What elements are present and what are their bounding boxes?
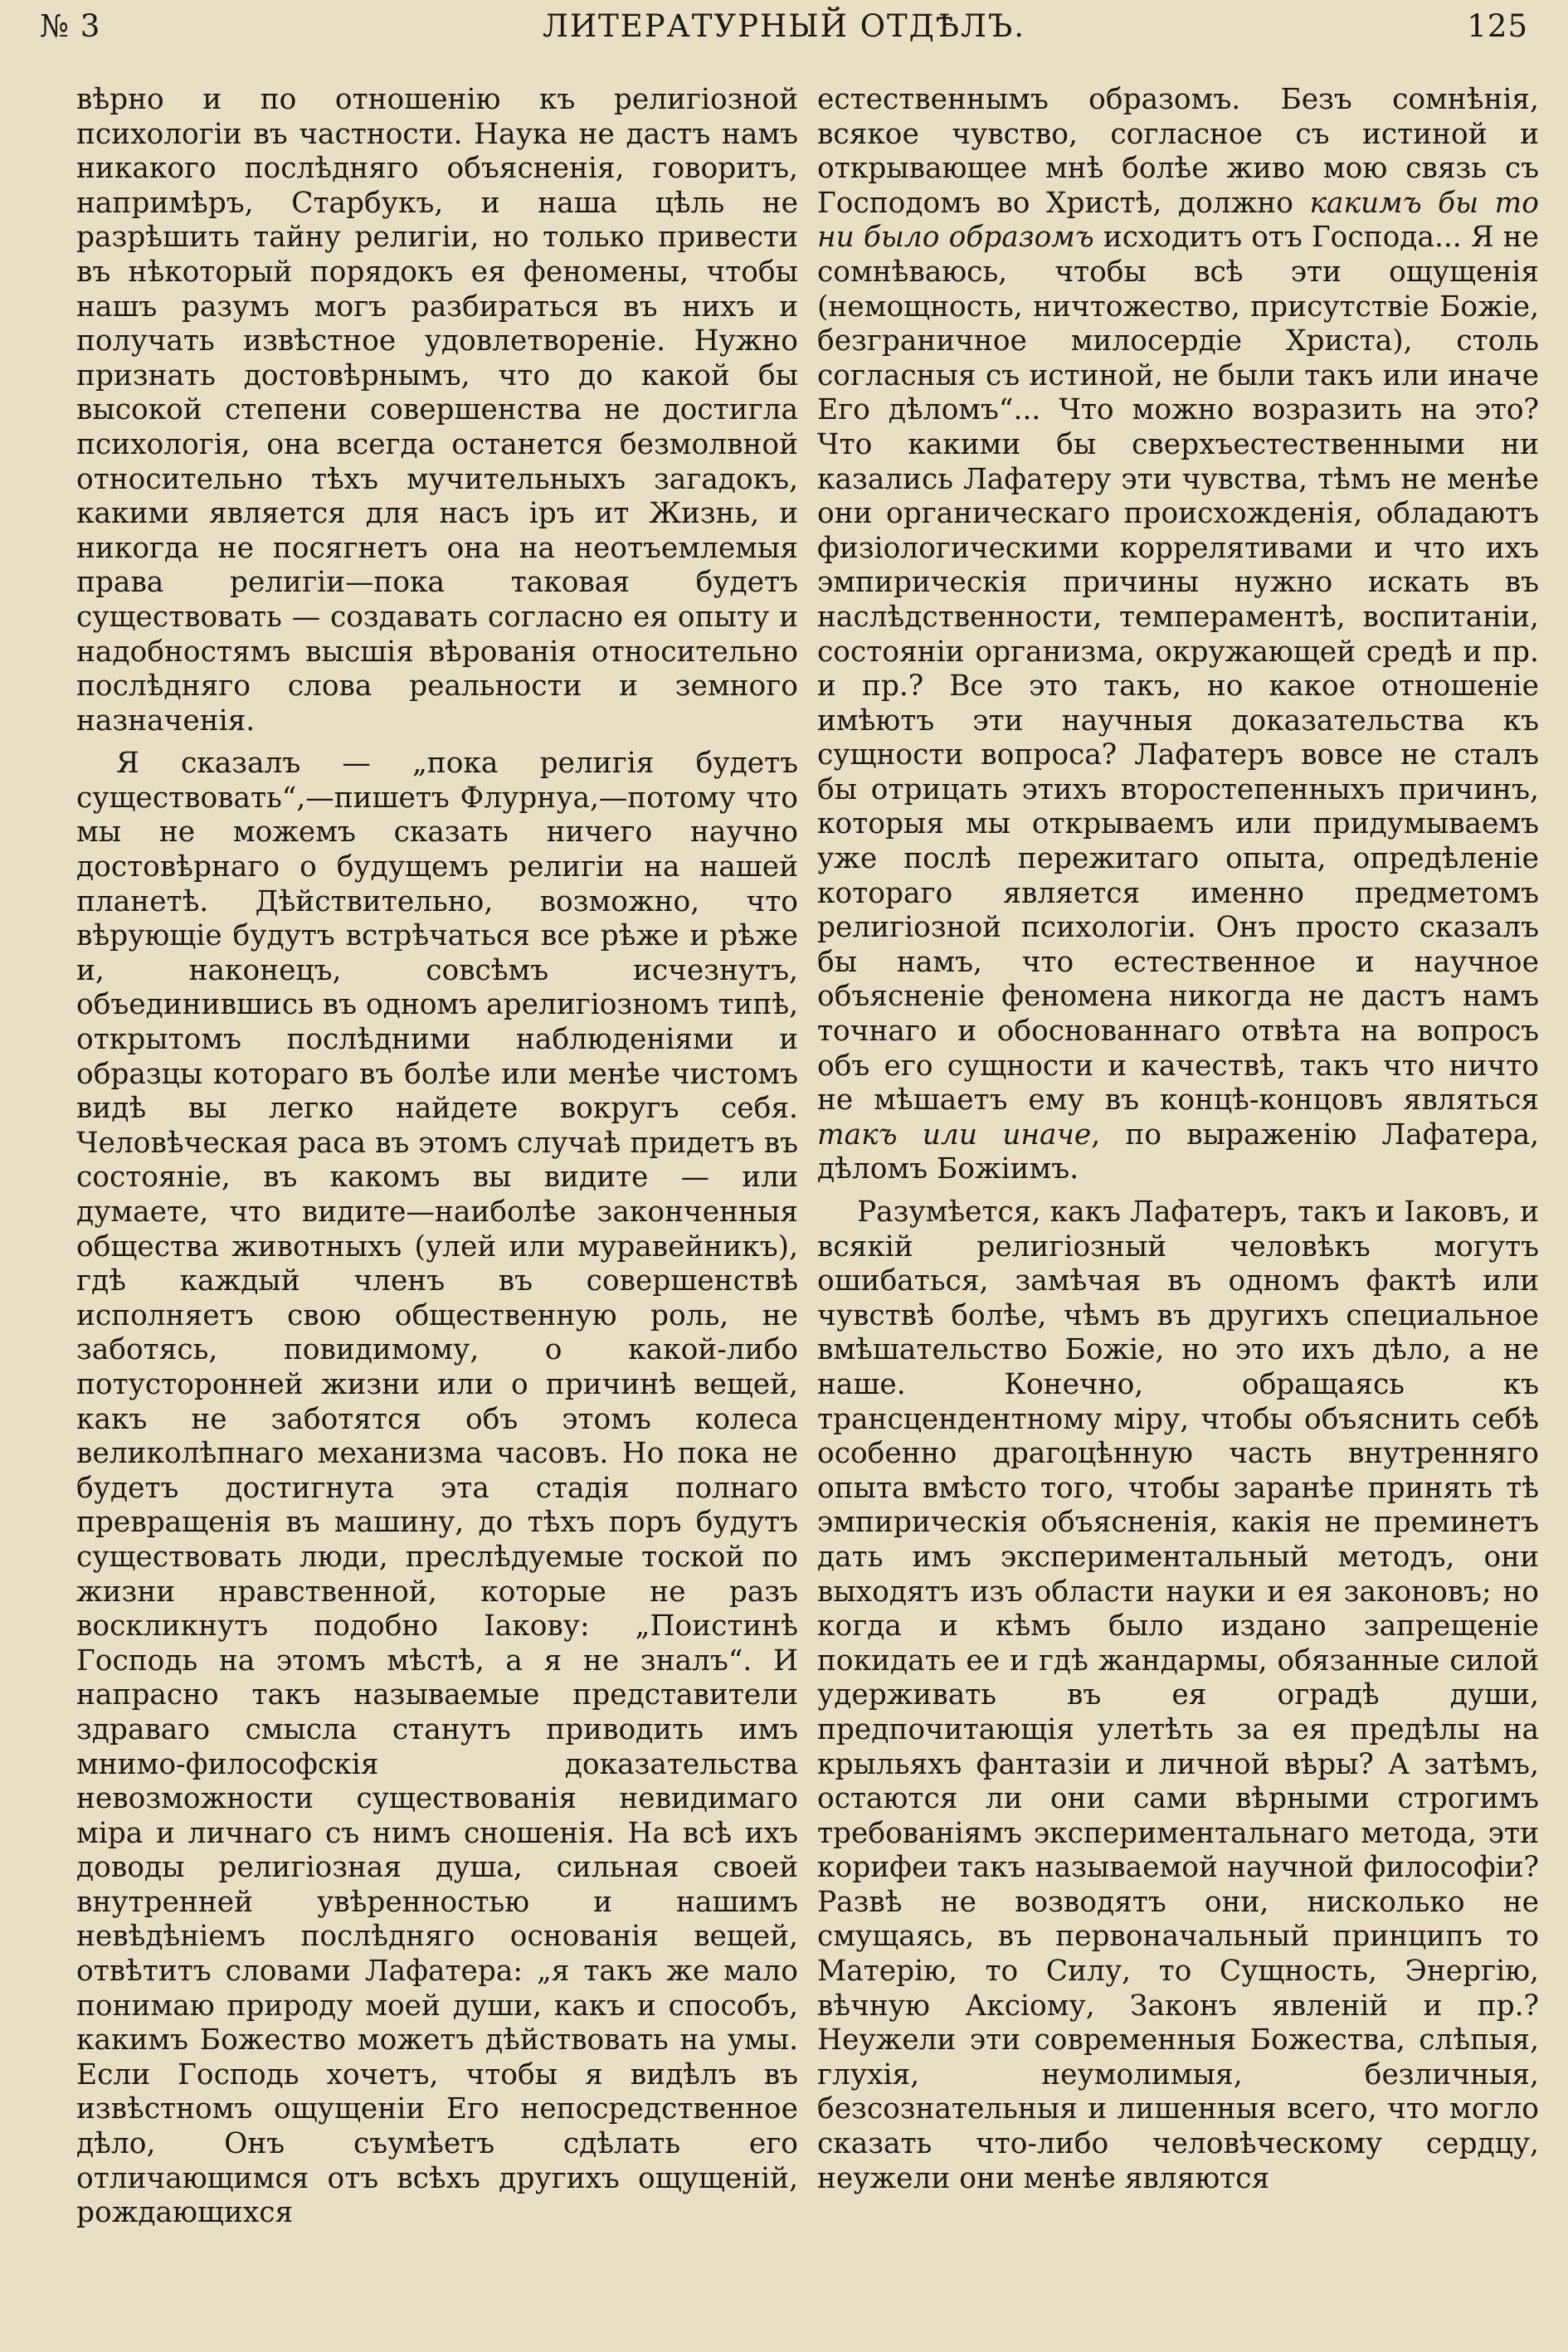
text-run: исходитъ отъ Господа... Я не сомнѣваюсь, чтобы всѣ эти ощущенія (немощность, ничтожество, присутствіе Божіе, безграничное милосердіе Христа), столь согласныя съ истиной, не были такъ или иначе Его дѣломъ“... Что можно возразить на это? Что какими бы сверхъестественными ни казались Лафатеру эти чувства, тѣмъ не менѣе они органическаго происхожденія, обладаютъ физіологическими коррелятивами и что ихъ эмпирическія причины нужно искать въ наслѣдственности, темпераментѣ, воспитаніи, состояніи организма, окружающей средѣ и пр. и пр.? Все это такъ, но какое отношеніе имѣютъ эти научныя доказательства къ сущности вопроса? Лафатеръ вовсе не сталъ бы отрицать этихъ второстепенныхъ причинъ, которыя мы открываемъ или придумываемъ уже послѣ пережитаго опыта, опредѣленіе котораго является именно предметомъ религіозной психологіи. Онъ просто сказалъ бы намъ, что естественное и научное объясненіе феномена никогда не дастъ намъ точнаго и обоснованнаго отвѣта на вопросъ объ его сущности и качествѣ, такъ что ничто не мѣшаетъ ему въ концѣ-концовъ являться: [817, 221, 1539, 1118]
italic-phrase: какимъ бы то ни было образомъ: [817, 186, 1539, 255]
paragraph: вѣрно и по отношенію къ религіозной психологіи въ частности. Наука не дастъ намъ никакого послѣдняго объясненія, говоритъ, напримѣръ, Старбукъ, и наша цѣль не разрѣшить тайну религіи, но только привести въ нѣкоторый порядокъ ея феномены, чтобы нашъ разумъ могъ разбираться въ нихъ и получать извѣстное удовлетвореніе. Нужно признать достовѣрнымъ, что до какой бы высокой степени совершенства не достигла психологія, она всегда останется безмолвной относительно тѣхъ мучительныхъ загадокъ, какими является для насъ іръ ит Жизнь, и никогда не посягнетъ она на неотъемлемыя права религіи—пока таковая будетъ существовать — создавать согласно ея опыту и надобностямъ высшія вѣрованія относительно послѣдняго слова реальности и земного назначенія.: [76, 83, 798, 738]
text-run: , по выраженію Лафатера, дѣломъ Божіимъ.: [817, 1118, 1539, 1186]
paragraph: Я сказалъ — „пока религія будетъ существовать“,—пишетъ Флурнуа,—потому что мы не можемъ сказать ничего научно достовѣрнаго о будущемъ религіи на нашей планетѣ. Дѣйствительно, возможно, что вѣрующіе будутъ встрѣчаться все рѣже и рѣже и, наконецъ, совсѣмъ исчезнутъ, объединившись въ одномъ арелигіозномъ типѣ, открытомъ послѣдними наблюденіями и образцы котораго въ болѣе или менѣе чистомъ видѣ вы легко найдете вокругъ себя. Человѣческая раса въ этомъ случаѣ придетъ въ состояніе, въ какомъ вы видите — или думаете, что видите—наиболѣе законченныя общества животныхъ (улей или муравейникъ), гдѣ каждый членъ въ совершенствѣ исполняетъ свою общественную роль, не заботясь, повидимому, о какой-либо потусторонней жизни или о причинѣ вещей, какъ не заботятся объ этомъ колеса великолѣпнаго механизма часовъ. Но пока не будетъ достигнута эта стадія полнаго превращенія въ машину, до тѣхъ поръ будутъ существовать люди, преслѣдуемые тоской по жизни нравственной, которые не разъ воскликнутъ подобно Іакову: „Поистинѣ Господь на этомъ мѣстѣ, а я не зналъ“. И напрасно такъ называемые представители здраваго смысла станутъ приводить имъ мнимо-философскія доказательства невозможности существованія невидимаго міра и личнаго съ нимъ сношенія. На всѣ ихъ доводы религіозная душа, сильная своей внутренней увѣренностью и нашимъ невѣдѣніемъ послѣдняго основанія вещей, отвѣтитъ словами Лафатера: „я такъ же мало понимаю природу моей души, какъ и способъ, какимъ Божество можетъ дѣйствовать на умы. Если Господь хочетъ, чтобы я видѣлъ въ извѣстномъ ощущеніи Его непосредственное дѣло, Онъ съумѣетъ сдѣлать его отличающимся отъ всѣхъ другихъ ощущеній, рождающихся: [76, 747, 798, 2230]
paragraph: Разумѣется, какъ Лафатеръ, такъ и Іаковъ, и всякій религіозный человѣкъ могутъ ошибаться, замѣчая въ одномъ фактѣ или чувствѣ болѣе, чѣмъ въ другихъ специальное вмѣшательство Божіе, но это ихъ дѣло, а не наше. Конечно, обращаясь къ трансцендентному міру, чтобы объяснить себѣ особенно драгоцѣнную часть внутренняго опыта вмѣсто того, чтобы заранѣе принять тѣ эмпирическія объясненія, какія не преминетъ дать имъ экспериментальный методъ, они выходятъ изъ области науки и ея законовъ; но когда и кѣмъ было издано запрещеніе покидать ее и гдѣ жандармы, обязанные силой удерживать въ ея оградѣ души, предпочитающія улетѣть за ея предѣлы на крыльяхъ фантазіи и личной вѣры? А затѣмъ, остаются ли они сами вѣрными строгимъ требованіямъ экспериментальнаго метода, эти корифеи такъ называемой научной философіи? Развѣ не возводятъ они, нисколько не смущаясь, въ первоначальный принципъ то Матерію, то Силу, то Сущность, Энергію, вѣчную Аксіому, Законъ явленій и пр.? Неужели эти современныя Божества, слѣпыя, глухія, неумолимыя, безличныя, безсознательныя и лишенныя всего, что могло сказать что-либо человѣческому сердцу, неужели они менѣе являются: [817, 1195, 1539, 2195]
page-number: 125: [1467, 8, 1528, 44]
italic-phrase: такъ или иначе: [817, 1118, 1092, 1152]
left-column: [76, 83, 798, 2231]
paragraph: [817, 83, 1539, 1187]
text-run: естественнымъ образомъ. Безъ сомнѣнія, всякое чувство, согласное съ истиной и открывающее мнѣ болѣе живо мою связь съ Господомъ во Христѣ, должно: [817, 83, 1539, 220]
section-title: ЛИТЕРАТУРНЫЙ ОТДѢЛЪ.: [542, 8, 1026, 44]
page-header: [40, 7, 1528, 46]
issue-number: № 3: [40, 8, 101, 44]
right-column: [817, 83, 1539, 2196]
